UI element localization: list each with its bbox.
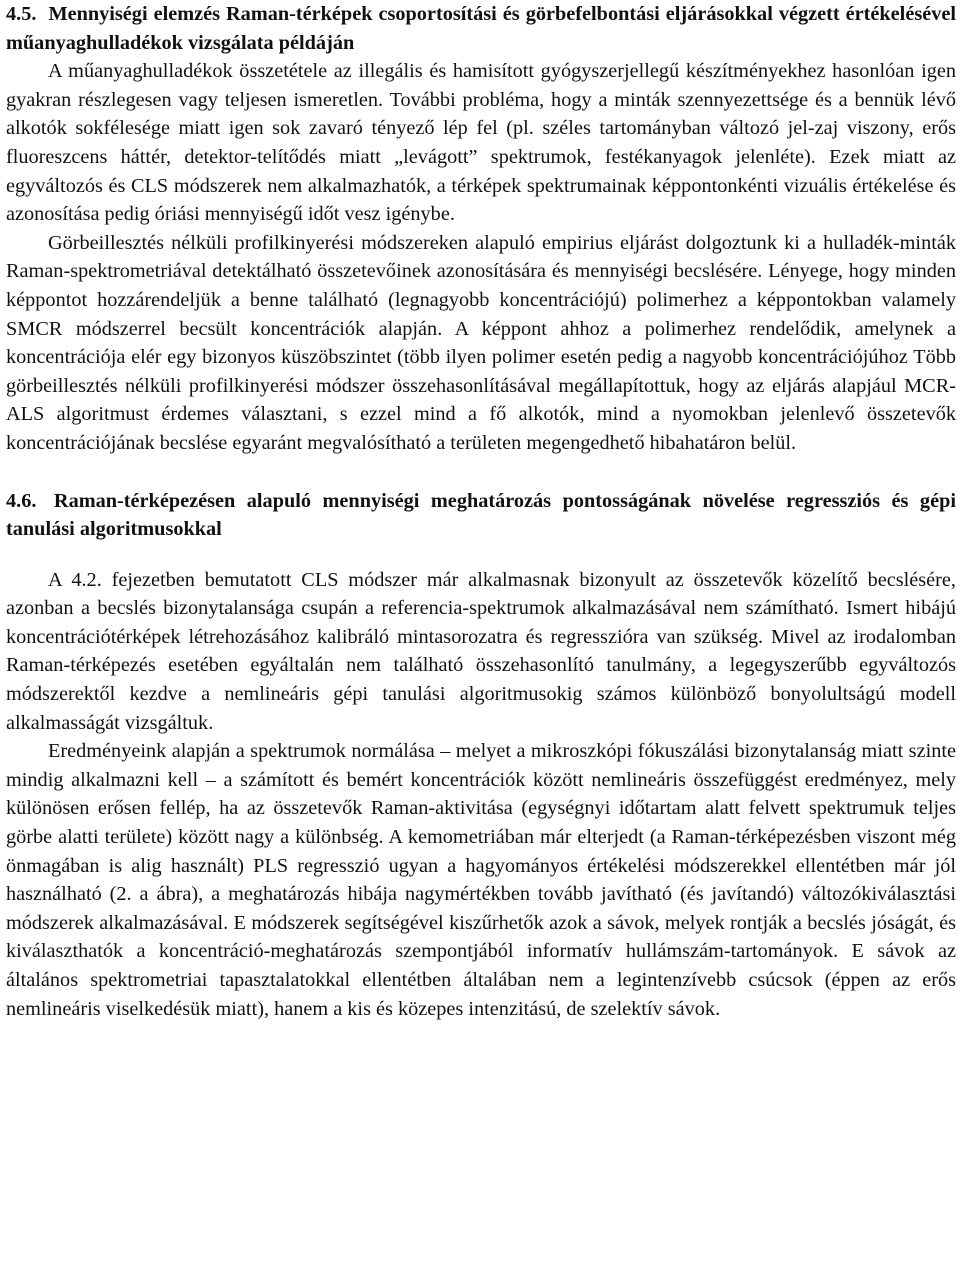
document-page: [6, 0, 956, 1023]
section-number: 4.6.: [6, 489, 37, 512]
section-heading: [6, 487, 956, 544]
section-heading: [6, 0, 956, 57]
paragraph: A műanyaghulladékok összetétele az illegális és hamisított gyógyszerjellegű készítményekhez hasonlóan igen gyakran részlegesen vagy teljesen ismeretlen. További probléma, hogy a minták szennyezettsége és a bennük lévő alkotók sokfélesége miatt igen sok zavaró tényező lép fel (pl. széles tartományban változó jel-zaj viszony, erős fluoreszcens háttér, detektor-telítődés miatt „levágott” spektrumok, festékanyagok jelenléte). Ezek miatt az egyváltozós és CLS módszerek nem alkalmazhatók, a térképek spektrumainak képpontonkénti vizuális értékelése és azonosítása pedig óriási mennyiségű időt vesz igénybe.: [6, 60, 956, 226]
section-title: Raman-térképezésen alapuló mennyiségi meghatározás pontosságának növelése regressziós és gépi tanulási algoritmusokkal: [6, 489, 956, 541]
paragraph: Görbeillesztés nélküli profilkinyerési módszereken alapuló empirius eljárást dolgoztunk ki a hulladék-minták Raman-spektrometriával detektálható összetevőinek azonosítására és mennyiségi becslésére. Lényege, hogy minden képpontot hozzárendeljük a benne található (legnagyobb koncentrációjú) polimerhez a képpontokban valamely SMCR módszerrel becsült koncentrációk alapján. A képpont ahhoz a polimerhez rendelődik, amelynek a koncentrációja elér egy bizonyos küszöbszintet (több ilyen polimer esetén pedig a nagyobb koncentrációjúhoz Több görbeillesztés nélküli profilkinyerési módszer összehasonlításával megállapítottuk, hogy az eljárás alapjául MCR-ALS algoritmust érdemes választani, s ezzel mind a fő alkotók, mind a nyomokban jelenlevő összetevők koncentrációjának becslése egyaránt megvalósítható a területen megengedhető hibahatáron belül.: [6, 231, 956, 454]
section-number: 4.5.: [6, 3, 37, 25]
paragraph: A 4.2. fejezetben bemutatott CLS módszer már alkalmasnak bizonyult az összetevők közelítő becslésére, azonban a becslés bizonytalansága csupán a referencia-spektrumok alkalmazásával nem számítható. Ismert hibájú koncentrációtérképek létrehozásához kalibráló mintasorozatra és regresszióra van szükség. Mivel az irodalomban Raman-térképezés esetében egyáltalán nem található összehasonlító tanulmány, a legegyszerűbb egyváltozós módszerektől kezdve a nemlineáris gépi tanulási algoritmusokig számos különböző bonyolultságú modell alkalmasságát vizsgáltuk.: [6, 568, 956, 734]
paragraph: Eredményeink alapján a spektrumok normálása – melyet a mikroszkópi fókuszálási bizonytalanság miatt szinte mindig alkalmazni kell – a számított és bemért koncentrációk között nemlineáris összefüggést eredményez, mely különösen erősen fellép, ha az összetevők Raman-aktivitása (egységnyi időtartam alatt felvett spektrumuk teljes görbe alatti területe) között nagy a különbség. A kemometriában már elterjedt (a Raman-térképezésben viszont még önmagában is alig használt) PLS regresszió ugyan a hagyományos értékelési módszerekkel ellentétben már jól használható (2. a ábra), a meghatározás hibája nagymértékben tovább javítható (és javítandó) változókiválasztási módszerek alkalmazásával. E módszerek segítségével kiszűrhetők azok a sávok, melyek rontják a becslés jóságát, és kiválaszthatók a koncentráció-meghatározás szempontjából informatív hullámszám-tartományok. E sávok az általános spektrometriai tapasztalatokkal ellentétben általában nem a legintenzívebb csúcsok (éppen az erős nemlineáris viselkedésük miatt), hanem a kis és közepes intenzitású, de szelektív sávok.: [6, 740, 956, 1020]
section-title: Mennyiségi elemzés Raman-térképek csoportosítási és görbefelbontási eljárásokkal végzett értékelésével műanyaghulladékok vizsgálata példáján: [6, 3, 956, 54]
